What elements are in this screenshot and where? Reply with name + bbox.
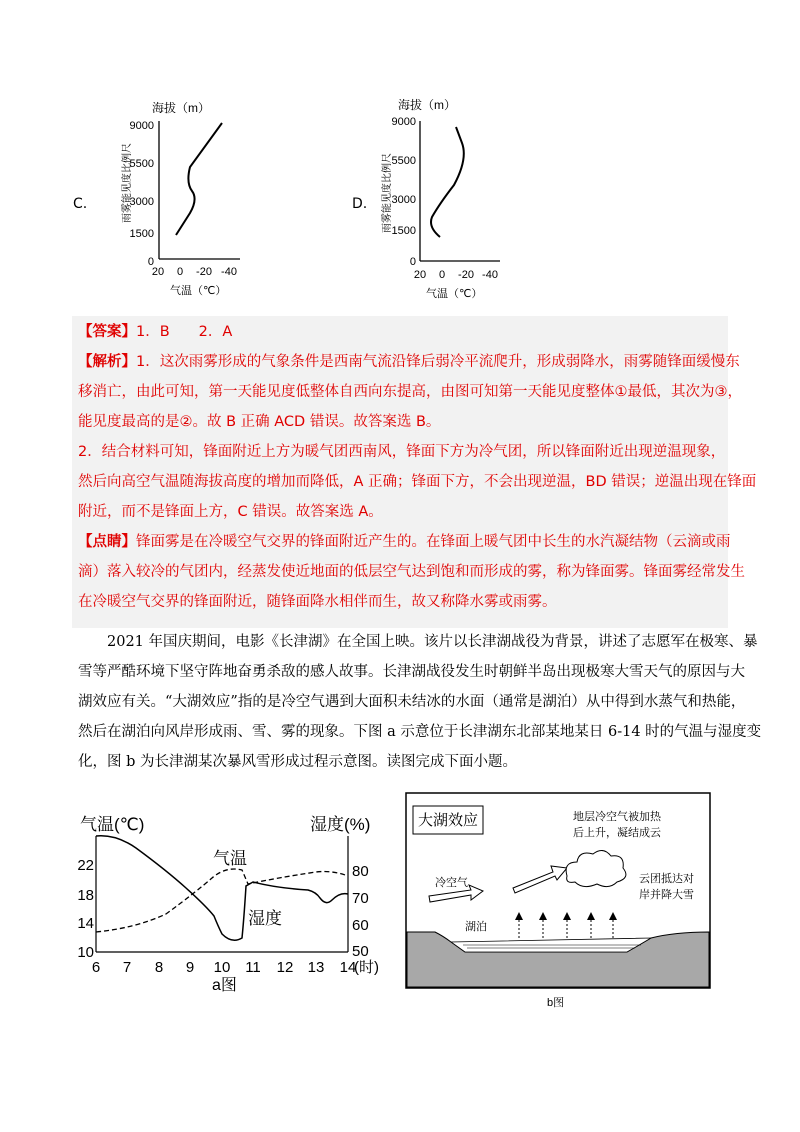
option-d-label: D. <box>352 196 368 212</box>
chart-d-x-tick: 0 <box>438 269 446 281</box>
chart-c-x-tick: -40 <box>221 266 237 278</box>
figure-a-temperature-line <box>96 869 348 932</box>
figure-a-y-left-tick: 10 <box>77 944 94 961</box>
chart-d-y-tick: 0 <box>409 256 416 268</box>
answer-line <box>78 442 725 462</box>
answer-text: 附近，而不是锋面上方，C 错误。故答案选 A。 <box>78 504 383 520</box>
chart-d-y-tick: 3000 <box>391 194 416 206</box>
chart-d-x-tick: 20 <box>413 269 427 281</box>
figure-a-x-unit: (时) <box>354 959 379 976</box>
answer-text: 然后向高空气温随海拔高度的增加而降低，A 正确；锋面下方，不会出现逆温，BD 错误；逆温出现在锋面 <box>78 474 757 490</box>
answer-text: 滴）落入较冷的气团内，经蒸发使近地面的低层空气达到饱和而形成的雾，称为锋面雾。锋面雾经常发生 <box>78 564 745 580</box>
figure-b-title: 大湖效应 <box>417 812 479 829</box>
chart-d-x-tick: -40 <box>482 269 498 281</box>
answer-text: 移消亡，由此可知，第一天能见度低整体自西向东提高，由图可知第一天能见度整体①最低，其次为③， <box>78 384 742 400</box>
chart-d-y-tick: 5500 <box>391 155 416 167</box>
figure-b-caption: b图 <box>547 997 565 1009</box>
chart-d <box>376 91 526 301</box>
figure-b-note-right: 云团抵达对 <box>639 873 694 885</box>
passage-line: 化，图 b 为长津湖某次暴风雪形成过程示意图。读图完成下面小题。 <box>78 754 517 770</box>
figure-a-x-tick: 12 <box>276 959 294 976</box>
chart-d-y-tick: 1500 <box>391 225 416 237</box>
figure-a-y-right-tick: 50 <box>352 943 369 960</box>
chart-c-y-tick: 5500 <box>129 158 154 170</box>
figure-a-x-tick: 10 <box>213 959 231 976</box>
figure-a-x-tick: 9 <box>185 959 195 976</box>
figure-a-temp-humidity-chart <box>76 806 396 998</box>
answer-text: 锋面雾是在冷暖空气交界的锋面附近产生的。在锋面上暖气团中长生的水汽凝结物（云滴或雨 <box>136 534 731 550</box>
figure-a-y-right-tick: 60 <box>352 917 369 934</box>
chart-c-y-tick: 9000 <box>129 120 154 132</box>
figure-b-note-right: 岸并降大雪 <box>639 889 694 901</box>
figure-a-x-tick: 7 <box>122 959 132 976</box>
passage-line: 2021 年国庆期间，电影《长津湖》在全国上映。该片以长津湖战役为背景，讲述了志愿军在极寒、暴 <box>78 634 758 650</box>
figure-a-x-tick: 8 <box>154 959 164 976</box>
figure-a-y-left-tick: 14 <box>77 915 94 932</box>
passage-line: 湖效应有关。“大湖效应”指的是冷空气遇到大面积未结冰的水面（通常是湖泊）从中得到水蒸气和热能， <box>78 694 746 710</box>
figure-a-y-left-tick: 22 <box>77 857 94 874</box>
answer-line <box>78 472 756 492</box>
figure-a-x-tick: 11 <box>245 959 261 976</box>
chart-d-y-title: 海拔（m） <box>398 98 456 112</box>
answer-line <box>78 322 232 342</box>
figure-a-humidity-label: 湿度 <box>248 909 282 928</box>
answer-line <box>78 412 440 432</box>
figure-a-y-left-title: 气温(℃) <box>80 815 145 834</box>
chart-c <box>112 95 262 300</box>
figure-b-note-top: 地层冷空气被加热 <box>573 811 661 823</box>
chart-d-x-tick: -20 <box>458 269 474 281</box>
chart-c-x-tick: 0 <box>176 266 184 278</box>
chart-d-vertical-label: 雨雾能见度比例尺 <box>382 153 393 233</box>
answer-line <box>78 532 731 552</box>
answer-line <box>78 592 557 612</box>
chart-c-y-tick: 0 <box>147 256 154 268</box>
figure-b-cold-air-label: 冷空气 <box>435 877 468 889</box>
chart-c-curve <box>176 123 222 235</box>
answer-tag: 【答案】 <box>78 324 136 340</box>
answer-text: 2．结合材料可知，锋面附近上方为暖气团西南风，锋面下方为冷气团，所以锋面附近出现逆温现象， <box>78 444 726 460</box>
chart-c-vertical-label: 雨雾能见度比例尺 <box>122 143 133 223</box>
passage-line: 雪等严酷环境下坚守阵地奋勇杀敌的感人故事。长津湖战役发生时朝鲜半岛出现极寒大雪天气的原因与大 <box>78 664 745 680</box>
passage-line: 然后在湖泊向风岸形成雨、雪、雾的现象。下图 a 示意位于长津湖东北部某地某日 6-14 时的气温与湿度变 <box>78 724 762 740</box>
chart-c-x-title: 气温（℃） <box>170 285 227 297</box>
answer-text: 能见度最高的是②。故 B 正确 ACD 错误。故答案选 B。 <box>78 414 441 430</box>
answer-tag: 【点睛】 <box>78 534 136 550</box>
chart-c-y-title: 海拔（m） <box>152 101 210 115</box>
chart-d-x-title: 气温（℃） <box>426 288 483 300</box>
figure-a-temp-label: 气温 <box>213 849 247 868</box>
figure-a-y-right-title: 湿度(%) <box>310 815 371 834</box>
figure-a-caption: a图 <box>212 977 237 994</box>
figure-a-y-right-tick: 70 <box>352 890 369 907</box>
option-c-label: C. <box>73 196 88 212</box>
figure-b-lake-label: 湖泊 <box>465 921 487 933</box>
figure-a-y-left-tick: 18 <box>77 887 94 904</box>
figure-a-y-right-tick: 80 <box>352 863 369 880</box>
chart-c-y-tick: 3000 <box>129 196 154 208</box>
answer-line <box>78 502 383 522</box>
figure-a-x-tick: 14 <box>339 959 357 976</box>
answer-line <box>78 352 740 372</box>
figure-b-note-top: 后上升，凝结成云 <box>573 827 661 839</box>
answer-tag: 【解析】 <box>78 354 136 370</box>
chart-d-curve <box>431 127 464 237</box>
answer-text: 在冷暖空气交界的锋面附近，随锋面降水相伴而生，故又称降水雾或雨雾。 <box>78 594 557 610</box>
figure-a-x-tick: 6 <box>91 959 101 976</box>
figure-a-x-tick: 13 <box>307 959 325 976</box>
answer-text: 1．这次雨雾形成的气象条件是西南气流沿锋后弱冷平流爬升，形成弱降水，雨雾随锋面缓慢东 <box>136 354 740 370</box>
answer-line <box>78 562 745 582</box>
chart-c-x-tick: -20 <box>196 266 212 278</box>
chart-d-y-tick: 9000 <box>391 116 416 128</box>
chart-c-y-tick: 1500 <box>129 228 154 240</box>
answer-text: 1．B 2．A <box>136 324 233 340</box>
answer-line <box>78 382 742 402</box>
chart-c-x-tick: 20 <box>151 266 165 278</box>
figure-b-lake-effect-diagram <box>405 792 715 1012</box>
